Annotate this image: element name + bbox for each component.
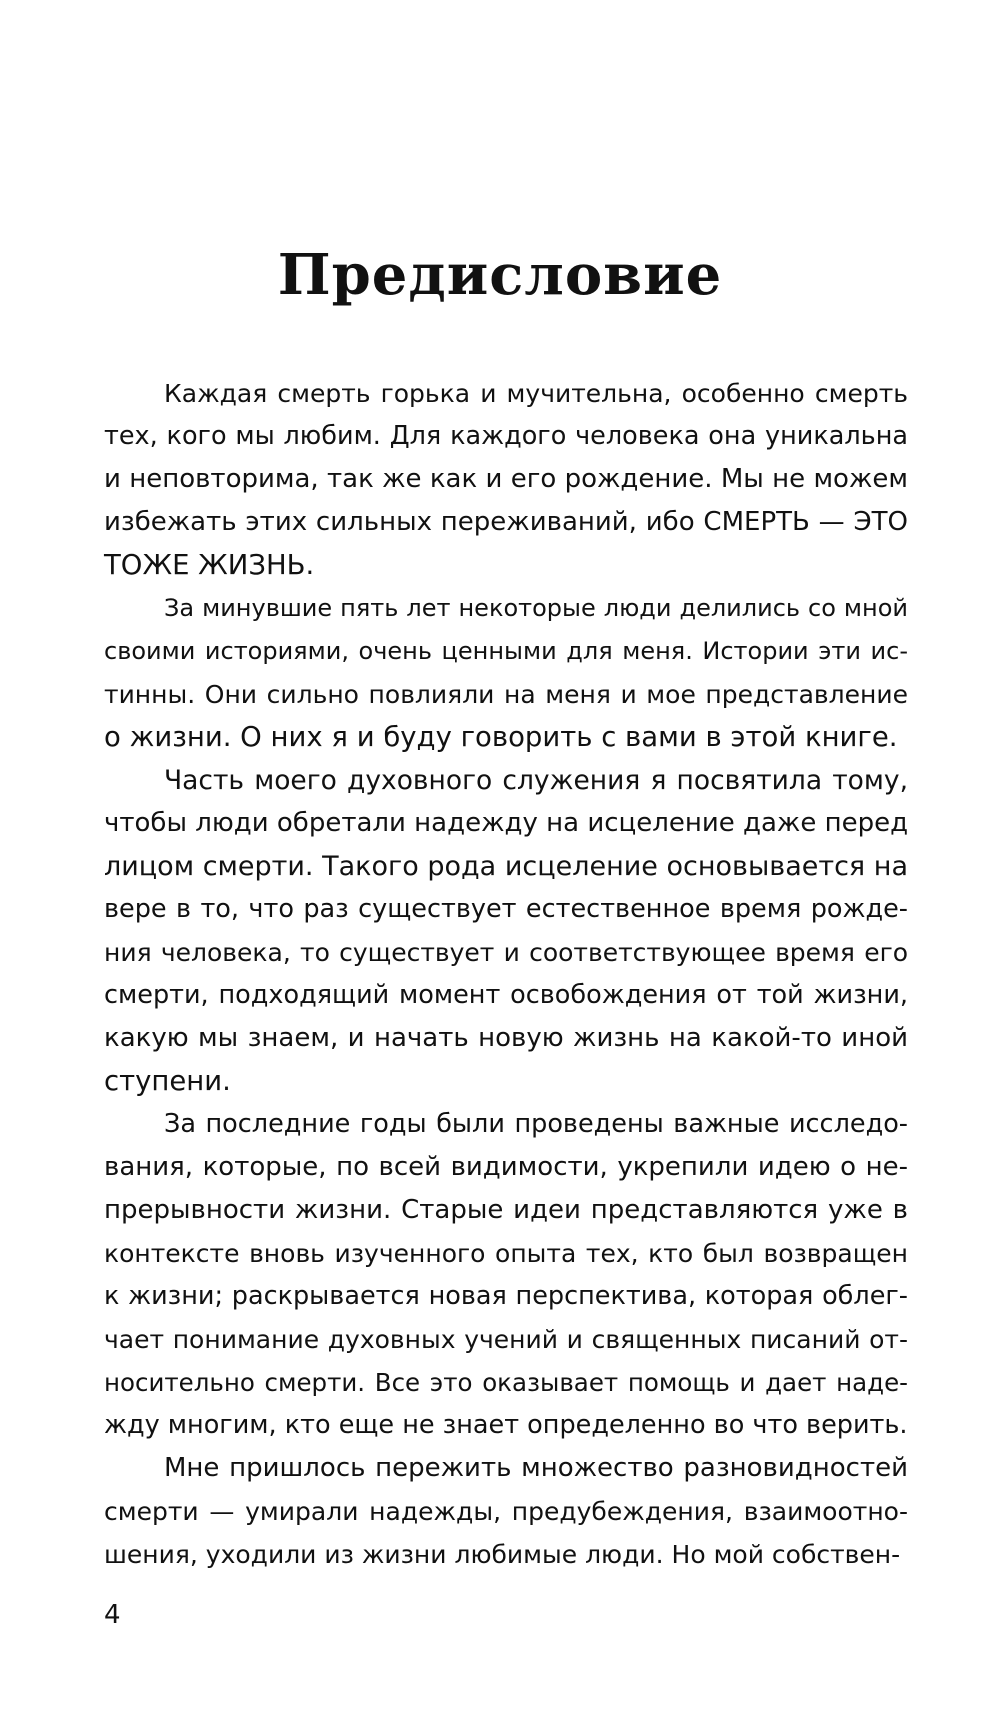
text-line: ступени. bbox=[104, 1065, 231, 1097]
chapter-title: Предисловие bbox=[277, 242, 723, 308]
text-line: чтобы люди обретали надежду на исцеление даже перед bbox=[104, 808, 909, 838]
text-line: к жизни; раскрывается новая перспектива, которая облег- bbox=[104, 1281, 908, 1311]
text-line: тинны. Они сильно повлияли на меня и мое представление bbox=[104, 680, 908, 709]
text-line: За минувшие пять лет некоторые люди делились со мной bbox=[164, 594, 908, 622]
text-line: Каждая смерть горька и мучительна, особенно смерть bbox=[164, 379, 908, 408]
body-text bbox=[104, 372, 908, 1576]
text-line: своими историями, очень ценными для меня. Истории эти ис- bbox=[104, 637, 908, 665]
text-line: За последние годы были проведены важные исследо- bbox=[164, 1109, 908, 1139]
text-line: вере в то, что раз существует естественное время рожде- bbox=[104, 894, 908, 924]
text-line: Мне пришлось пережить множество разновидностей bbox=[164, 1453, 908, 1483]
text-line: контексте вновь изученного опыта тех, кто был возвращен bbox=[104, 1239, 908, 1268]
text-line: смерти, подходящий момент освобождения от той жизни, bbox=[104, 980, 908, 1010]
paragraph bbox=[104, 372, 908, 587]
paragraph bbox=[104, 587, 908, 759]
text-line: какую мы знаем, и начать новую жизнь на какой-то иной bbox=[104, 1023, 908, 1053]
text-line: ния человека, то существует и соответствующее время его bbox=[104, 938, 908, 967]
text-line: носительно смерти. Все это оказывает помощь и дает наде- bbox=[104, 1368, 908, 1397]
paragraph bbox=[104, 1103, 908, 1447]
text-line: и неповторима, так же как и его рождение. Мы не можем bbox=[104, 464, 908, 494]
text-line: о жизни. О них я и буду говорить с вами в этой книге. bbox=[104, 721, 898, 753]
text-line: Часть моего духовного служения я посвятила тому, bbox=[164, 765, 908, 796]
text-line: чает понимание духовных учений и священных писаний от- bbox=[104, 1325, 908, 1354]
text-line: шения, уходили из жизни любимые люди. Но мой собствен- bbox=[104, 1540, 901, 1569]
text-line: смерти — умирали надежды, предубеждения, взаимоотно- bbox=[104, 1497, 908, 1526]
text-line: тех, кого мы любим. Для каждого человека она уникальна bbox=[104, 421, 908, 451]
paragraph bbox=[104, 1447, 908, 1576]
text-line: ТОЖЕ ЖИЗНЬ. bbox=[104, 549, 315, 581]
text-line: прерывности жизни. Старые идеи представляются уже в bbox=[104, 1195, 908, 1225]
text-line: жду многим, кто еще не знает определенно во что верить. bbox=[104, 1410, 908, 1440]
text-line: вания, которые, по всей видимости, укрепили идею о не- bbox=[104, 1152, 908, 1182]
text-line: лицом смерти. Такого рода исцеление основывается на bbox=[104, 851, 908, 882]
text-line: избежать этих сильных переживаний, ибо СМЕРТЬ — ЭТО bbox=[104, 507, 908, 537]
paragraph bbox=[104, 759, 908, 1103]
page-number: 4 bbox=[104, 1600, 121, 1630]
